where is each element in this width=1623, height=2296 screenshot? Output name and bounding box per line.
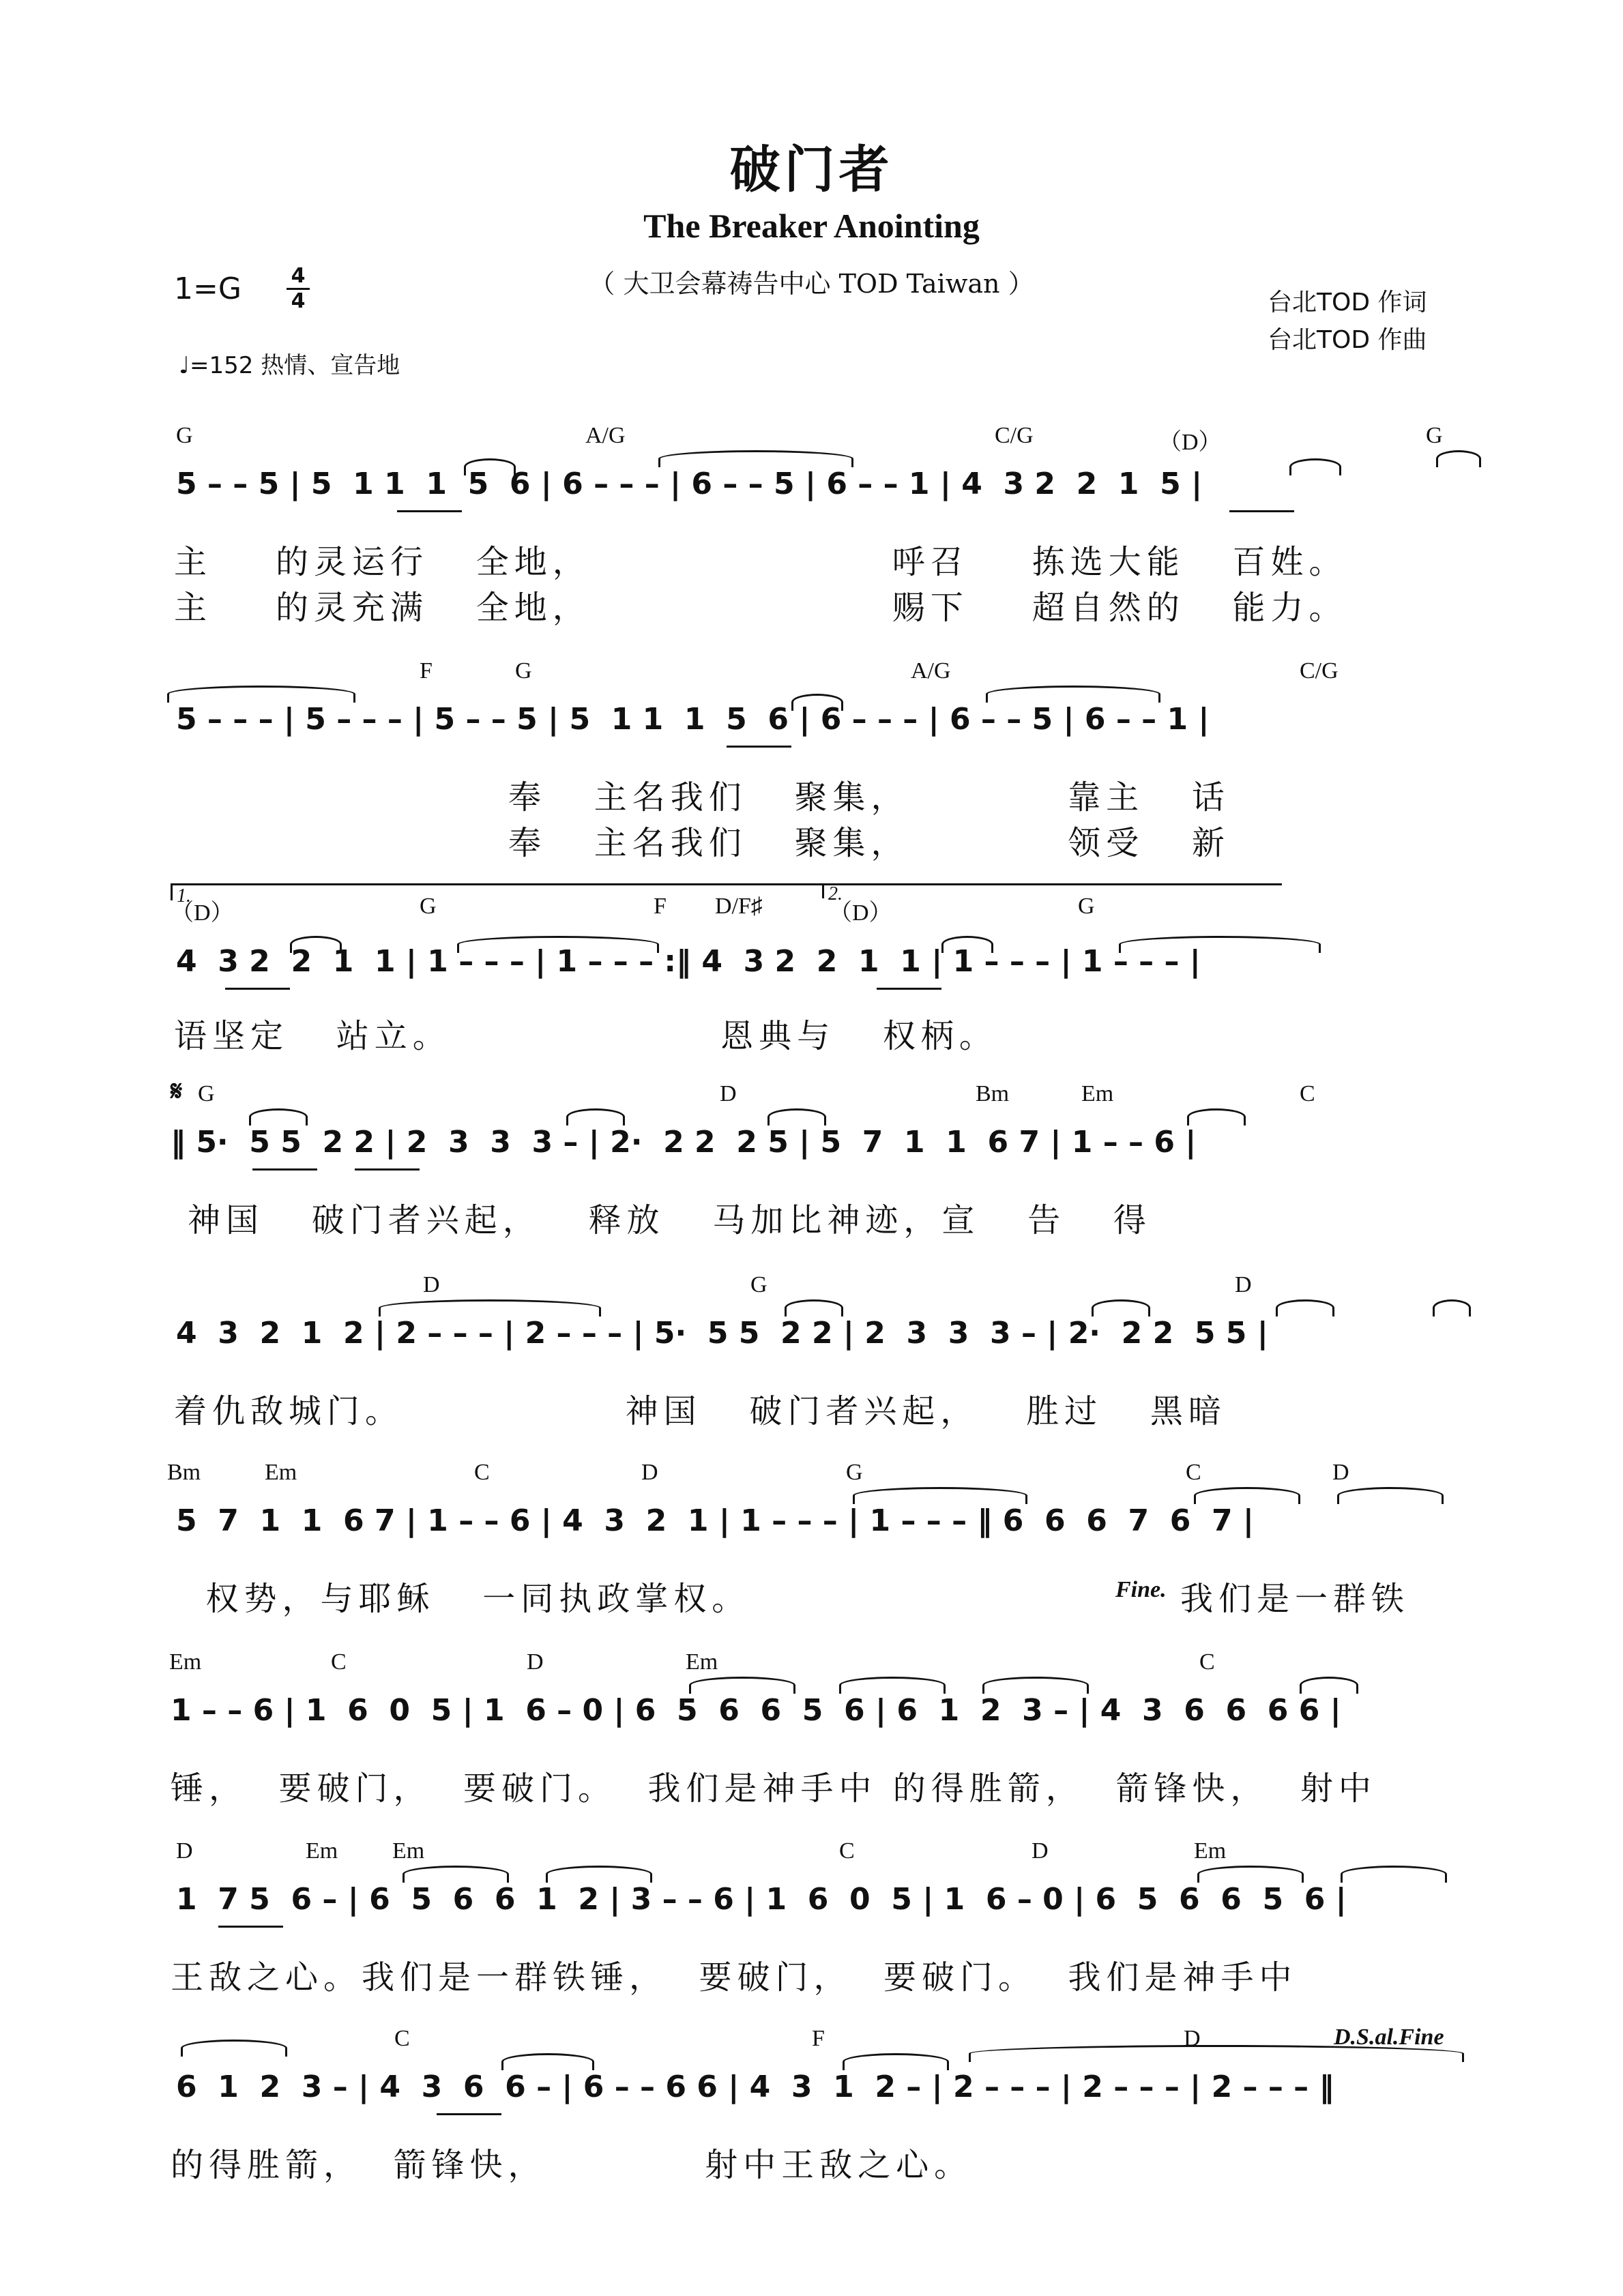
beam (355, 1168, 420, 1171)
segno-sign: 𝄋 (171, 1076, 183, 1107)
chord-symbol: D (527, 1649, 544, 1675)
chord-symbol: C (1300, 1081, 1315, 1106)
beam (727, 746, 791, 748)
fine-marking: Fine. (1115, 1577, 1167, 1602)
score-system-7 (0, 1649, 1623, 1854)
chord-symbol: （D） (829, 900, 892, 926)
chord-symbol: C (1199, 1649, 1215, 1675)
volta-bracket-1: 1. (171, 883, 1282, 900)
ds-al-fine-marking: D.S.al.Fine (1334, 2025, 1444, 2050)
notation-line: 4 3 2 2 1 1 | 1 – – – | 1 – – – :‖ 4 3 2 2 1 1 | 1 – – – | 1 – – – | (176, 944, 1201, 979)
tie (839, 1677, 946, 1694)
tie (501, 2053, 594, 2070)
lyric-line: 神国 破门者兴起， 释放 马加比神迹，宣 告 得 (188, 1201, 1152, 1239)
tie (1433, 1299, 1471, 1316)
key-signature: 1=G (174, 271, 242, 306)
tie (566, 1108, 625, 1125)
tie (658, 450, 853, 467)
tie (1187, 1108, 1246, 1125)
chord-symbol: G (176, 423, 193, 448)
tie (403, 1866, 509, 1883)
tie (464, 458, 516, 475)
notation-line: 5 – – 5 | 5 1 1 1 5 6 | 6 – – – | 6 – – 5 | 6 – – 1 | 4 3 2 2 1 5 | (176, 467, 1203, 501)
chord-symbol: F (654, 894, 667, 919)
lyric-line: 王敌之心。我们是一群铁锤， 要破门， 要破门。 我们是神手中 (171, 1958, 1298, 1997)
tie (689, 1677, 795, 1694)
chord-symbol: A/G (585, 423, 626, 448)
notation-line: 5 7 1 1 6 7 | 1 – – 6 | 4 3 2 1 | 1 – – – | 1 – – – ‖ 6 6 6 7 6 7 | (176, 1503, 1254, 1538)
volta-bracket-2: 2. (822, 883, 1272, 898)
score-system-4 (0, 1076, 1623, 1286)
meter-top: 4 (291, 264, 306, 288)
tie (982, 1677, 1089, 1694)
beam (218, 1926, 283, 1928)
tie (1194, 1487, 1300, 1504)
lyric-line: 锤， 要破门， 要破门。 我们是神手中 的得胜箭， 箭锋快， 射中 (171, 1769, 1377, 1808)
lyric-line: 权势，与耶稣 一同执政掌权。 (174, 1580, 750, 1618)
lyric-line: 的得胜箭， 箭锋快， 射中王敌之心。 (171, 2146, 973, 2184)
notation-line: 1 7 5 6 – | 6 5 6 6 1 2 | 3 – – 6 | 1 6 0 5 | 1 6 – 0 | 6 5 6 6 5 6 | (176, 1882, 1347, 1917)
tie (767, 1108, 826, 1125)
chord-symbol: G (846, 1460, 863, 1485)
notation-line: 6 1 2 3 – | 4 3 6 6 – | 6 – – 6 6 | 4 3 1 2 – | 2 – – – | 2 – – – | 2 – – – ‖ (176, 2070, 1334, 2104)
notation-line: 4 3 2 1 2 | 2 – – – | 2 – – – | 5· 5 5 2 2 | 2 3 3 3 – | 2· 2 2 5 5 | (176, 1316, 1268, 1351)
chord-symbol: Bm (167, 1460, 201, 1485)
score-system-8 (0, 1838, 1623, 2043)
chord-symbol: D (1332, 1460, 1349, 1485)
chord-symbol: D (720, 1081, 737, 1106)
tie (791, 694, 843, 711)
meter-bottom: 4 (291, 289, 306, 313)
chord-symbol: D (176, 1838, 193, 1864)
lyric-line: 着仇敌城门。 神国 破门者兴起， 胜过 黑暗 (174, 1392, 1227, 1430)
tie (457, 936, 659, 953)
beam (877, 988, 941, 990)
song-source: （ 大卫会幕祷告中心 TOD Taiwan ） (589, 269, 1034, 299)
lyric-line: 我们是一群铁 (1180, 1580, 1410, 1618)
chord-symbol: D (641, 1460, 658, 1485)
beam (397, 510, 462, 512)
song-title: 破门者 (729, 141, 894, 199)
tie (1276, 1299, 1334, 1316)
tie (986, 686, 1160, 703)
tie (290, 936, 342, 953)
chord-symbol: Em (392, 1838, 425, 1864)
tie (379, 1299, 601, 1316)
chord-symbol: （D） (171, 900, 234, 926)
chord-symbol: G (198, 1081, 215, 1106)
score-system-9 (0, 2026, 1623, 2231)
chord-symbol: C (474, 1460, 490, 1485)
chord-symbol: G (750, 1272, 767, 1297)
notation-line: 1 – – 6 | 1 6 0 5 | 1 6 – 0 | 6 5 6 6 5 6 | 6 1 2 3 – | 4 3 6 6 6 6 | (171, 1693, 1341, 1728)
tie (1436, 450, 1481, 467)
chord-symbol: C (1186, 1460, 1201, 1485)
beam (225, 988, 290, 990)
tie (1119, 936, 1321, 953)
chord-symbol: D (423, 1272, 440, 1297)
chord-symbol: Em (1081, 1081, 1114, 1106)
tie (546, 1866, 652, 1883)
chord-symbol: Bm (976, 1081, 1010, 1106)
chord-symbol: G (1426, 423, 1443, 448)
tempo-marking: ♩=152 热情、宣告地 (179, 352, 400, 379)
tie (1341, 1866, 1447, 1883)
chord-symbol: C (839, 1838, 855, 1864)
score-system-3 (0, 880, 1623, 1085)
lyric-verse-2: 主 的灵充满 全地， 赐下 超自然的 能力。 (174, 589, 1347, 627)
beam (437, 2113, 501, 2115)
chord-symbol: A/G (911, 658, 951, 683)
notation-line: 5 – – – | 5 – – – | 5 – – 5 | 5 1 1 1 5 6 | 6 – – – | 6 – – 5 | 6 – – 1 | (176, 702, 1210, 737)
chord-symbol: C/G (995, 423, 1034, 448)
time-signature (283, 265, 313, 313)
song-subtitle: The Breaker Anointing (643, 207, 980, 245)
composer-credit: 台北TOD 作曲 (1268, 326, 1427, 354)
tie (1337, 1487, 1444, 1504)
lyricist-credit: 台北TOD 作词 (1268, 289, 1427, 317)
chord-symbol: F (420, 658, 433, 683)
chord-symbol: G (515, 658, 532, 683)
notation-line: ‖ 5· 5 5 2 2 | 2 3 3 3 – | 2· 2 2 2 5 | 5 7 1 1 6 7 | 1 – – 6 | (171, 1125, 1197, 1160)
chord-symbol: C/G (1300, 658, 1339, 683)
chord-symbol: Em (265, 1460, 297, 1485)
lyric-verse-1: 奉 主名我们 聚集， 靠主 话 (508, 778, 1230, 816)
chord-symbol: （D） (1158, 430, 1222, 455)
tie (843, 2053, 949, 2070)
tie (785, 1299, 843, 1316)
chord-symbol: F (812, 2026, 825, 2051)
chord-symbol: D (1032, 1838, 1049, 1864)
lyric-line: 语坚定 站立。 恩典与 权柄。 (174, 1017, 997, 1055)
score-system-6 (0, 1460, 1623, 1664)
tie (941, 936, 993, 953)
tie (1092, 1299, 1150, 1316)
tie (969, 2045, 1464, 2062)
tie (1197, 1866, 1304, 1883)
tie (1300, 1677, 1358, 1694)
tie (249, 1108, 308, 1125)
chord-symbol: Em (1194, 1838, 1227, 1864)
chord-symbol: Em (169, 1649, 202, 1675)
chord-symbol: G (1078, 894, 1095, 919)
lyric-verse-1: 主 的灵运行 全地， 呼召 拣选大能 百姓。 (174, 543, 1347, 581)
beam (252, 1168, 317, 1171)
score-system-5 (0, 1272, 1623, 1477)
chord-symbol: Em (306, 1838, 338, 1864)
tie (853, 1487, 1027, 1504)
tie (181, 2040, 287, 2057)
chord-symbol: D/F♯ (715, 894, 763, 919)
beam (1229, 510, 1294, 512)
lyric-verse-2: 奉 主名我们 聚集， 领受 新 (508, 824, 1230, 862)
chord-symbol: G (420, 894, 437, 919)
score-system-1 (0, 423, 1623, 628)
chord-symbol: Em (686, 1649, 718, 1675)
chord-symbol: D (1184, 2026, 1201, 2051)
chord-symbol: C (331, 1649, 347, 1675)
score-system-2 (0, 658, 1623, 863)
chord-symbol: C (394, 2026, 410, 2051)
chord-symbol: D (1235, 1272, 1252, 1297)
tie (1289, 458, 1341, 475)
